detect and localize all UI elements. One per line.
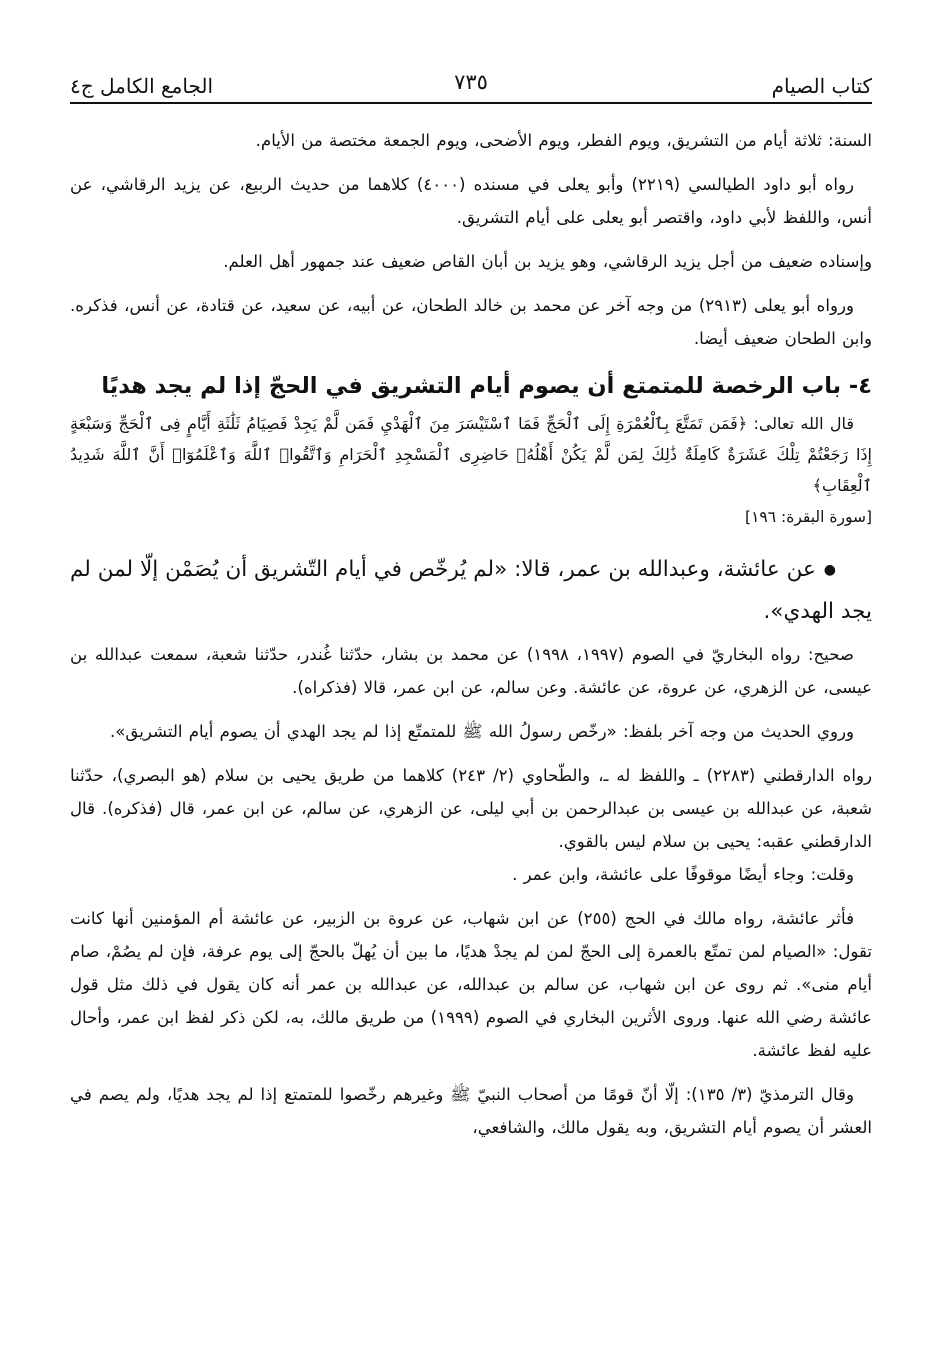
chapter-title: كتاب الصيام: [771, 74, 872, 98]
page-body: [70, 124, 872, 1144]
running-header: [70, 58, 872, 98]
paragraph-isnad: وإسناده ضعيف من أجل يزيد الرقاشي، وهو يزيد بن أبان القاص ضعيف عند جمهور أهل العلم.: [223, 252, 872, 271]
paragraph-mawquf: وقلت: وجاء أيضًا موقوفًا على عائشة، وابن عمر .: [512, 864, 854, 884]
header-rule: [70, 102, 872, 104]
paragraph-tayalisi: رواه أبو داود الطيالسي (٢٢١٩) وأبو يعلى في مسنده (٤٠٠٠) كلاهما من حديث الربيع، عن يزيد الرقاشي، عن أنس، واللفظ لأبي داود، واقتصر أبو يعلى على أيام التشريق.: [70, 175, 872, 227]
paragraph-daraqutni: رواه الدارقطني (٢٢٨٣) ـ واللفظ له ـ، والطّحاوي (٢/ ٢٤٣) كلاهما من طريق يحيى بن سلام (هو البصري)، حدّثنا شعبة، عن عبدالله بن عيسى بن عبدالرحمن بن أبي ليلى، عن الزهري، عن سالم، عن ابن عمر، قال (فذكره). قال الدارقطني عقبه: يحيى بن سلام ليس بالقوي.: [70, 765, 872, 851]
paragraph-tirmidhi: وقال الترمذيّ (٣/ ١٣٥): إلّا أنّ قومًا من أصحاب النبيّ ﷺ وغيرهم رخّصوا للمتمتع إذا لم يجد هديًا، ولم يصم في العشر أن يصوم أيام التشريق، وبه يقول مالك، والشافعي،: [70, 1084, 872, 1137]
page-number: ٧٣٥: [454, 70, 488, 94]
paragraph-athar-aisha: فأثر عائشة، رواه مالك في الحج (٢٥٥) عن ابن شهاب، عن عروة بن الزبير، عن عائشة أم المؤمنين أنها كانت تقول: «الصيام لمن تمتّع بالعمرة إلى الحجّ لمن لم يجدْ هديًا، ما بين أن يُهلّ بالحجّ إلى يوم عرفة، فإن لم يصُمْ، صام أيام منى». ثم روى عن ابن شهاب، عن سالم بن عبدالله، عن عبدالله بن عمر أنه كان يقول في ذلك مثل قول عائشة رضي الله عنها. وروى الأثرين البخاري في الصوم (١٩٩٩) من طريق مالك، به، لكن ذكر لفظ ابن عمر، وأحال عليه لفظ عائشة.: [70, 908, 872, 1060]
hadith-text: [70, 549, 872, 632]
paragraph-sahih: صحيح: رواه البخاريّ في الصوم (١٩٩٧، ١٩٩٨) عن محمد بن بشار، حدّثنا غُندر، حدّثنا شعبة، سمعت عبدالله بن عيسى، عن الزهري، عن عروة، عن عائشة. وعن سالم، عن ابن عمر، قالا (فذكراه).: [70, 644, 872, 697]
book-title: الجامع الكامل ج٤: [70, 74, 214, 98]
bullet-icon: ●: [823, 561, 836, 578]
hadith-body: عن عائشة، وعبدالله بن عمر، قالا: «لم يُرخّص في أيام التّشريق أن يُصَمْن إلّا لمن لم يجد الهدي».: [70, 557, 872, 624]
quran-reference: [سورة البقرة: ١٩٦]: [745, 508, 872, 526]
quran-verse: قال الله تعالى: ﴿فَمَن تَمَتَّعَ بِٱلْعُمْرَةِ إِلَى ٱلْحَجِّ فَمَا ٱسْتَيْسَرَ مِنَ ٱلْهَدْيِ فَمَن لَّمْ يَجِدْ فَصِيَامُ ثَلَٰثَةِ أَيَّامٍ فِى ٱلْحَجِّ وَسَبْعَةٍ إِذَا رَجَعْتُمْ تِلْكَ عَشَرَةٌ كَامِلَةٌ ذَٰلِكَ لِمَن لَّمْ يَكُنْ أَهْلُهُۥ حَاضِرِى ٱلْمَسْجِدِ ٱلْحَرَامِ وَٱتَّقُوا۟ ٱللَّهَ وَٱعْلَمُوٓا۟ أَنَّ ٱللَّهَ شَدِيدُ ٱلْعِقَابِ﴾: [70, 414, 872, 495]
chapter-heading: ٤- باب الرخصة للمتمتع أن يصوم أيام التشريق في الحجّ إذا لم يجد هديًا: [101, 373, 872, 399]
paragraph-other-route: وروي الحديث من وجه آخر بلفظ: «رخّص رسولُ الله ﷺ للمتمتّع إذا لم يجد الهدي أن يصوم أيام التشريق».: [109, 721, 854, 741]
paragraph-sunnah: السنة: ثلاثة أيام من التشريق، ويوم الفطر، ويوم الأضحى، ويوم الجمعة مختصة من الأيام.: [255, 131, 872, 150]
paragraph-abu-yala: ورواه أبو يعلى (٢٩١٣) من وجه آخر عن محمد بن خالد الطحان، عن أبيه، عن سعيد، عن قتادة، عن أنس، فذكره. وابن الطحان ضعيف أيضا.: [70, 296, 872, 348]
